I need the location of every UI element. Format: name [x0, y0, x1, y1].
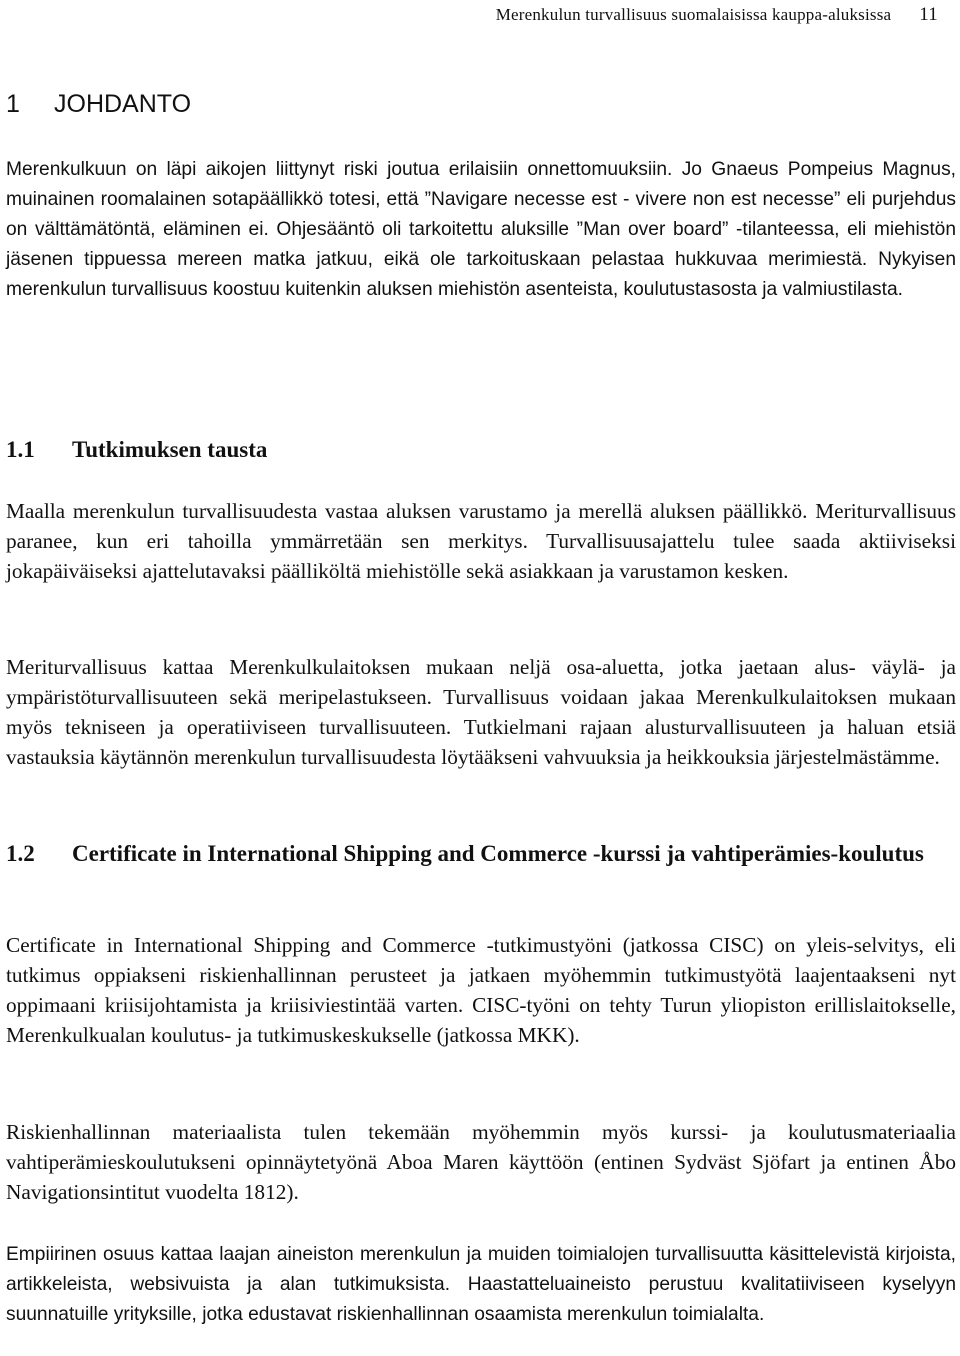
- chapter-number: 1: [6, 90, 20, 118]
- section-heading-1-2: [6, 838, 956, 869]
- running-header: [496, 4, 938, 26]
- section-title: Tutkimuksen tausta: [72, 437, 268, 462]
- section-title: Certificate in International Shipping and Commerce -kurssi ja vahtiperämies-koulutus: [72, 841, 924, 866]
- chapter-intro-paragraph: Merenkulkuun on läpi aikojen liittynyt riski joutua erilaisiin onnettomuuksiin. Jo Gnaeus Pompeius Magnus, muinainen roomalainen sotapäällikkö totesi, että ”Navigare necesse est - vivere non est necesse” eli purjehdus on välttämätöntä, eläminen ei. Ohjesääntö oli tarkoitettu aluksille ”Man over board” -tilanteessa, eli miehistön jäsenen tippuessa mereen matka jatkuu, eikä ole tarkoituskaan pelastaa hukkuvaa merimiestä. Nykyisen merenkulun turvallisuus koostuu kuitenkin aluksen miehistön asenteista, koulutustasosta ja valmiustilasta.: [6, 159, 956, 300]
- section-1-2-paragraph-3: Empiirinen osuus kattaa laajan aineiston merenkulun ja muiden toimialojen turvallisuutta käsittelevistä kirjoista, artikkeleista, websivuista ja alan tutkimuksista. Haastatteluaineisto perustuu kvalitatiiviseen kyselyyn suunnatuille yrityksille, jotka edustavat riskienhallinnan osaamista merenkulun toimialalta.: [6, 1244, 956, 1325]
- section-1-2-paragraph-1: Certificate in International Shipping and Commerce -tutkimustyöni (jatkossa CISC) on yleis-selvitys, eli tutkimus oppiakseni riskienhallinnan perusteet ja jatkaen myöhemmin tutkimustyötä laajentaakseni nyt oppimaani kriisijohtamista ja kriisiviestintää varten. CISC-työni on tehty Turun yliopiston erillislaitokselle, Merenkulkualan koulutus- ja tutkimuskeskukselle (jatkossa MKK).: [6, 933, 956, 1047]
- section-1-1-paragraph-2: Meriturvallisuus kattaa Merenkulkulaitoksen mukaan neljä osa-aluetta, jotka jaetaan alus- väylä- ja ympäristöturvallisuuteen sekä meripelastukseen. Turvallisuus voidaan jakaa Merenkulkulaitoksen mukaan myös tekniseen ja operatiiviseen turvallisuuteen. Tutkielmani rajaan alusturvallisuuteen ja haluan etsiä vastauksia käytännön merenkulun turvallisuudesta löytääkseni vahvuuksia ja heikkouksia järjestelmästämme.: [6, 655, 956, 769]
- page-number: 11: [919, 4, 938, 25]
- section-number: 1.1: [6, 437, 35, 462]
- running-title: Merenkulun turvallisuus suomalaisissa kauppa-aluksissa: [495, 5, 892, 24]
- section-number: 1.2: [6, 841, 35, 866]
- section-1-2-paragraph-2: Riskienhallinnan materiaalista tulen tekemään myöhemmin myös kurssi- ja koulutusmateriaalia vahtiperämieskoulutukseni opinnäytetyönä Aboa Maren käyttöön (entinen Sydväst Sjöfart ja entinen Åbo Navigationsintitut vuodelta 1812).: [6, 1120, 956, 1204]
- chapter-title: JOHDANTO: [54, 90, 192, 118]
- chapter-heading: [6, 90, 191, 119]
- section-heading-1-1: [6, 434, 956, 465]
- section-1-1-paragraph-1: Maalla merenkulun turvallisuudesta vastaa aluksen varustamo ja merellä aluksen päällikkö. Meriturvallisuus paranee, kun eri tahoilla ymmärretään sen merkitys. Turvallisuusajattelu tulee saada aktiiviseksi jokapäiväiseksi ajattelutavaksi päälliköltä miehistölle sekä asiakkaan ja varustamon kesken.: [6, 499, 956, 583]
